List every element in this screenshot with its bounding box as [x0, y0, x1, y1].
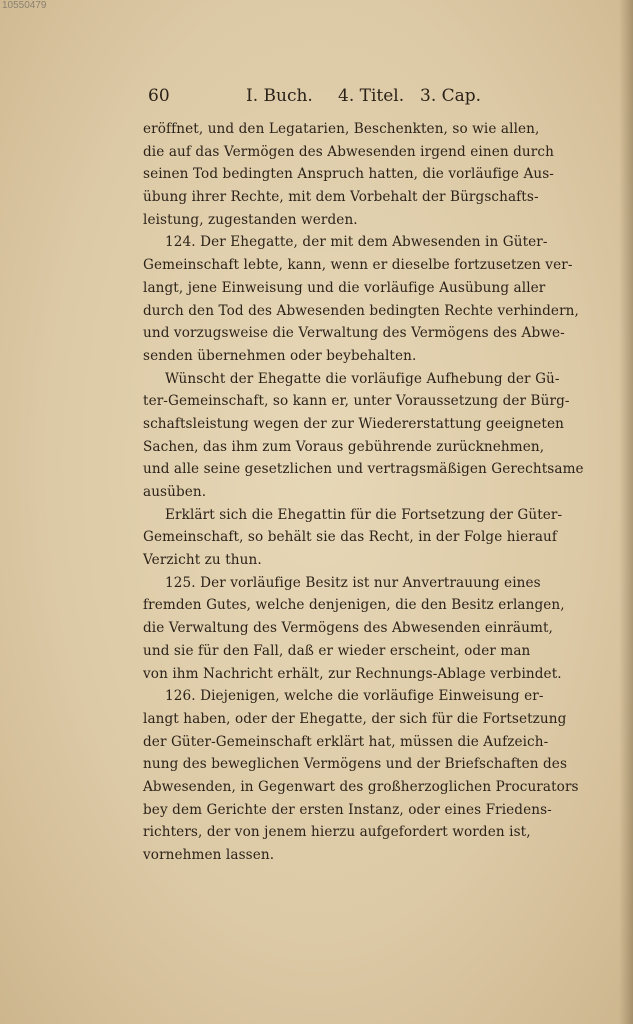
text-line: ter-Gemeinschaft, so kann er, unter Voraussetzung der Bürg- [143, 393, 570, 410]
text-line: seinen Tod bedingten Anspruch hatten, die vorläufige Aus- [143, 166, 554, 183]
text-line: Gemeinschaft, so behält sie das Recht, in der Folge hierauf [143, 529, 558, 546]
text-line: Gemeinschaft lebte, kann, wenn er dieselbe fortzusetzen ver- [143, 257, 573, 274]
text-line: die auf das Vermögen des Abwesenden irgend einen durch [143, 143, 554, 160]
text-line: bey dem Gerichte der ersten Instanz, oder eines Friedens- [143, 801, 552, 818]
scan-id-label: 10550479 [2, 0, 47, 11]
text-line: von ihm Nachricht erhält, zur Rechnungs-Ablage verbindet. [143, 665, 562, 682]
text-line: senden übernehmen oder beybehalten. [143, 347, 417, 364]
text-line: die Verwaltung des Vermögens des Abwesenden einräumt, [143, 620, 553, 637]
chapter-label: 3. Cap. [420, 86, 482, 106]
text-line: durch den Tod des Abwesenden bedingten Rechte verhindern, [143, 302, 579, 319]
title-label: 4. Titel. [338, 86, 405, 106]
text-line: und sie für den Fall, daß er wieder erscheint, oder man [143, 642, 531, 659]
text-line: übung ihrer Rechte, mit dem Vorbehalt der Bürgschafts- [143, 189, 539, 206]
text-line: der Güter-Gemeinschaft erklärt hat, müssen die Aufzeich- [143, 733, 549, 750]
text-line: und alle seine gesetzlichen und vertragsmäßigen Gerechtsame [143, 461, 584, 478]
text-line: schaftsleistung wegen der zur Wiedererstattung geeigneten [143, 415, 564, 432]
text-line: nung des beweglichen Vermögens und der Briefschaften des [143, 756, 568, 773]
text-line: Verzicht zu thun. [143, 552, 262, 569]
text-line: 125. Der vorläufige Besitz ist nur Anvertrauung eines [165, 574, 541, 591]
text-line: eröffnet, und den Legatarien, Beschenkten, so wie allen, [143, 121, 540, 137]
text-line: fremden Gutes, welche denjenigen, die den Besitz erlangen, [143, 597, 565, 614]
text-line: vornehmen lassen. [143, 847, 275, 863]
page-number: 60 [148, 86, 170, 106]
text-line: langt, jene Einweisung und die vorläufige Ausübung aller [143, 279, 546, 296]
text-line: langt haben, oder der Ehegatte, der sich für die Fortsetzung [143, 710, 567, 727]
body-text [143, 118, 583, 867]
text-line: 124. Der Ehegatte, der mit dem Abwesenden in Güter- [165, 234, 548, 251]
text-line: ausüben. [143, 484, 207, 500]
text-line: Sachen, das ihm zum Voraus gebührende zurücknehmen, [143, 438, 545, 455]
text-line: Abwesenden, in Gegenwart des großherzoglichen Procurators [143, 778, 579, 795]
text-line: Erklärt sich die Ehegattin für die Fortsetzung der Güter- [165, 506, 563, 523]
text-line: und vorzugsweise die Verwaltung des Vermögens des Abwe- [143, 325, 565, 342]
book-label: I. Buch. [246, 86, 313, 106]
text-line: Wünscht der Ehegatte die vorläufige Aufhebung der Gü- [165, 370, 560, 387]
running-header [148, 86, 488, 114]
text-line: richters, der von jenem hierzu aufgefordert worden ist, [143, 824, 531, 841]
text-line: leistung, zugestanden werden. [143, 211, 358, 228]
page-spine-shadow [619, 0, 633, 1024]
text-line: 126. Diejenigen, welche die vorläufige Einweisung er- [165, 688, 544, 705]
